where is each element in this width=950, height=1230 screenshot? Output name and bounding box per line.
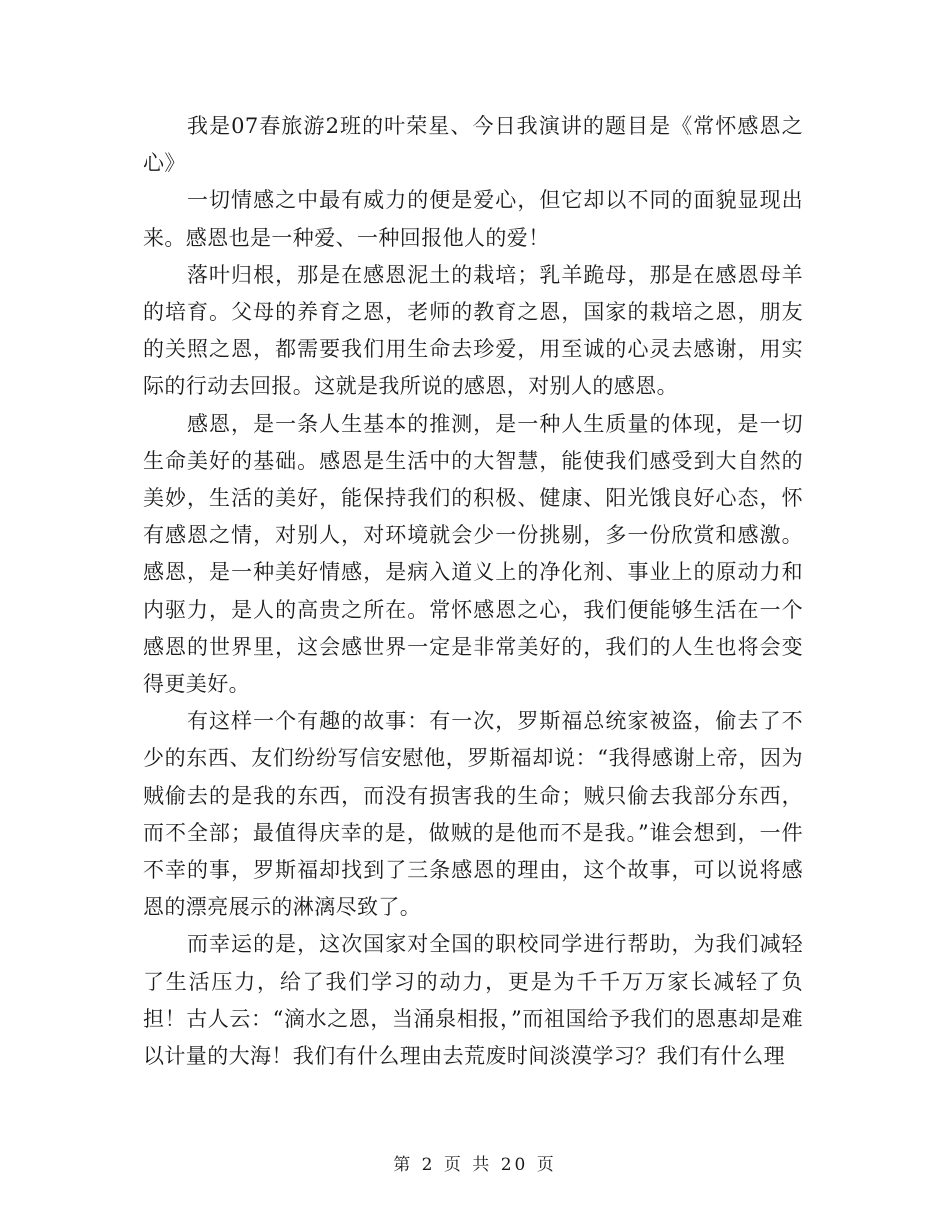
page-number-footer: 第 2 页 共 20 页 bbox=[393, 1155, 557, 1175]
paragraph-national-support: 而幸运的是，这次国家对全国的职校同学进行帮助，为我们减轻了生活压力，给了我们学习的动力，更是为千千万万家长减轻了负担！古人云：“滴水之恩，当涌泉相报，”而祖国给予我们的恩惠却是难以计量的大海！我们有什么理由去荒废时间淡漠学习？我们有什么理 bbox=[143, 932, 803, 1069]
paragraph-love: 一切情感之中最有威力的便是爱心，但它却以不同的面貌显现出来。感恩也是一种爱、一种回报他人的爱！ bbox=[143, 188, 803, 250]
paragraph-intro: 我是07春旅游2班的叶荣星、今日我演讲的题目是《常怀感恩之心》 bbox=[143, 114, 803, 176]
paragraph-gratitude-meaning: 感恩，是一条人生基本的推测，是一种人生质量的体现，是一切生命美好的基础。感恩是生活中的大智慧，能使我们感受到大自然的美妙，生活的美好，能保持我们的积极、健康、阳光饿良好心态，怀有感恩之情，对别人，对环境就会少一份挑剔，多一份欣赏和感激。感恩，是一种美好情感，是病入道义上的净化剂、事业上的原动力和内驱力，是人的高贵之所在。常怀感恩之心，我们便能够生活在一个感恩的世界里，这会感世界一定是非常美好的，我们的人生也将会变得更美好。 bbox=[143, 411, 803, 697]
paragraph-roosevelt-story: 有这样一个有趣的故事：有一次，罗斯福总统家被盗，偷去了不少的东西、友们纷纷写信安慰他，罗斯福却说：“我得感谢上帝，因为贼偷去的是我的东西，而没有损害我的生命；贼只偷去我部分东西，而不全部；最值得庆幸的是，做贼的是他而不是我。”谁会想到，一件不幸的事，罗斯福却找到了三条感恩的理由，这个故事，可以说将感恩的漂亮展示的淋漓尽致了。 bbox=[143, 709, 803, 920]
document-body bbox=[143, 108, 803, 1075]
paragraph-gratitude-examples: 落叶归根，那是在感恩泥土的栽培；乳羊跪母，那是在感恩母羊的培育。父母的养育之恩，老师的教育之恩，国家的栽培之恩，朋友的关照之恩，都需要我们用生命去珍爱，用至诚的心灵去感谢，用实际的行动去回报。这就是我所说的感恩，对别人的感恩。 bbox=[143, 262, 803, 399]
